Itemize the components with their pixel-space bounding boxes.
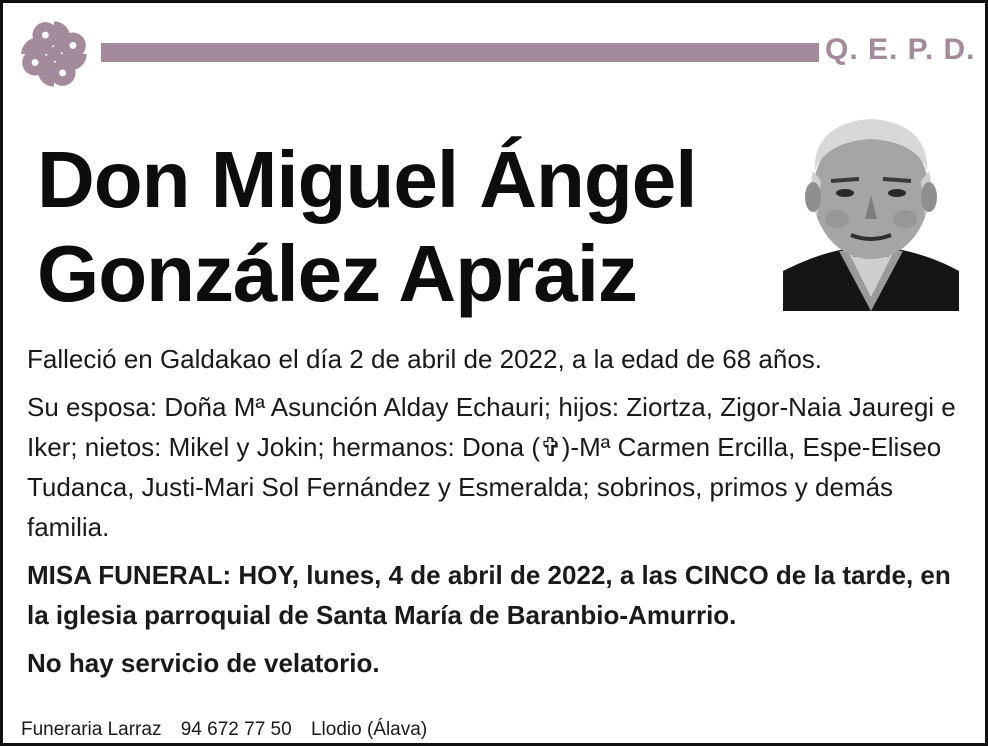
family-list: Su esposa: Doña Mª Asunción Alday Echauri; hijos: Ziortza, Zigor-Naia Jauregi e Iker; nietos: Mikel y Jokin; hermanos: Dona (✞)-Mª Carmen Ercilla, Espe-Eliseo Tudanca, Justi-Mari Sol Fernández y Esmeralda; sobrinos, primos y demás familia. bbox=[27, 392, 956, 542]
death-notice: Falleció en Galdakao el día 2 de abril de 2022, a la edad de 68 años. bbox=[27, 344, 823, 374]
funeral-mass-notice: MISA FUNERAL: HOY, lunes, 4 de abril de 2022, a las CINCO de la tarde, en la iglesia parroquial de Santa María de Baranbio-Amurrio. bbox=[27, 560, 951, 630]
deceased-portrait bbox=[783, 101, 959, 311]
funeral-home-phone: 94 672 77 50 bbox=[180, 719, 292, 740]
lauburu-icon bbox=[11, 11, 97, 97]
qepd-label: Q. E. P. D. bbox=[825, 33, 976, 66]
funeral-home-location: Llodio (Álava) bbox=[310, 719, 428, 740]
wake-notice: No hay servicio de velatorio. bbox=[27, 648, 380, 678]
deceased-name-line1: Don Miguel Ángel bbox=[37, 135, 697, 224]
header-divider-bar bbox=[101, 43, 819, 62]
deceased-name-line2: González Apraiz bbox=[37, 229, 637, 318]
obituary-body bbox=[27, 339, 967, 691]
footer bbox=[21, 719, 441, 741]
funeral-home-name: Funeraria Larraz bbox=[21, 719, 162, 740]
deceased-name bbox=[37, 133, 697, 321]
